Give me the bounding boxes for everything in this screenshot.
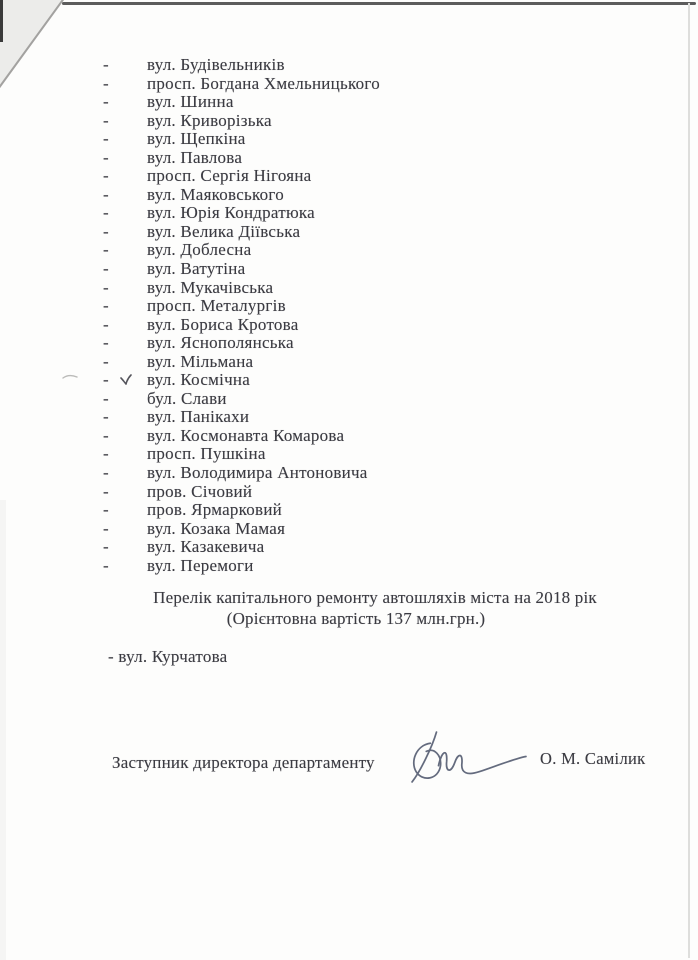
bullet-dash: - [103,240,109,260]
scan-corner-artifact [0,0,3,42]
street-list-item [103,427,380,446]
bullet-dash: - [103,463,109,483]
street-name: вул. Юрія Кондратюка [147,203,315,223]
street-list-item [103,390,380,409]
street-name: вул. Мільмана [147,351,254,371]
signatory-role: Заступник директора департаменту [112,753,375,772]
street-name: просп. Металургів [147,296,286,316]
bullet-dash: - [103,166,109,186]
street-list-item [103,557,380,576]
bullet-dash: - [103,221,109,241]
street-name: вул. Володимира Антоновича [147,463,368,483]
bullet-dash: - [103,444,109,464]
street-list-item [103,93,380,112]
street-name: вул. Яснополянська [147,333,294,353]
street-list-item [103,130,380,149]
street-list-item [103,167,380,186]
street-name: вул. Космічна [147,370,251,390]
bullet-dash: - [103,314,109,334]
street-list-item [103,483,380,502]
bullet-dash: - [103,259,109,279]
bullet-dash: - [103,333,109,353]
bullet-dash: - [103,55,109,74]
street-name: вул. Криворізька [147,110,272,130]
street-list-item [103,112,380,131]
street-name: вул. Ватутіна [147,259,246,279]
document-title-line-1: Перелік капітального ремонту автошляхів міста на 2018 рік [153,588,597,607]
bullet-dash: - [103,277,109,297]
bullet-dash: - [103,537,109,557]
street-name: вул. Велика Діївська [147,221,301,241]
bullet-dash: - [103,203,109,223]
street-list-item [103,520,380,539]
scan-right-edge-line [688,3,690,958]
street-name: пров. Ярмарковий [147,500,283,520]
street-name: вул. Доблесна [147,240,252,260]
bullet-dash: - [103,481,109,501]
bullet-dash: - [103,351,109,371]
street-list-item [103,353,380,372]
street-name: вул. Панікахи [147,407,250,427]
street-list-item [103,241,380,260]
street-name: просп. Богдана Хмельницького [147,73,380,93]
street-name: вул. Павлова [147,147,243,167]
street-name: вул. Маяковського [147,184,284,204]
street-name: вул. Перемоги [147,555,254,575]
street-list-item [103,186,380,205]
document-title-line-2: (Орієнтовна вартість 137 млн.грн.) [226,609,486,628]
pen-tick-mark [62,373,78,381]
street-list-item [103,149,380,168]
street-list-item [103,316,380,335]
bullet-dash: - [103,110,109,130]
bullet-dash: - [103,555,109,575]
street-list-item [103,279,380,298]
bullet-dash: - [103,73,109,93]
street-name: вул. Шинна [147,92,234,112]
street-list-item [103,371,380,390]
street-name: вул. Будівельників [147,55,285,74]
street-list-item [103,297,380,316]
street-list-item [103,75,380,94]
street-list-item [103,538,380,557]
street-item-kurchatova: - вул. Курчатова [108,647,228,666]
street-list-item [103,204,380,223]
bullet-dash: - [103,129,109,149]
bullet-dash: - [103,518,109,538]
street-list-item [103,408,380,427]
bullet-dash: - [103,147,109,167]
street-name: вул. Козака Мамая [147,518,286,538]
street-name: вул. Бориса Кротова [147,314,299,334]
bullet-dash: - [103,184,109,204]
street-name: просп. Пушкіна [147,444,266,464]
bullet-dash: - [103,92,109,112]
scan-top-edge-line [62,2,696,5]
handwritten-signature [408,728,530,786]
bullet-dash: - [103,388,109,408]
bullet-dash: - [103,370,109,390]
bullet-dash: - [103,296,109,316]
scan-left-shading [0,500,6,960]
bullet-dash: - [103,500,109,520]
street-list-item [103,445,380,464]
street-name: пров. Січовий [147,481,253,501]
bullet-dash: - [103,425,109,445]
street-name: вул. Космонавта Комарова [147,425,345,445]
street-name: бул. Слави [147,388,227,408]
street-list-item [103,501,380,520]
street-name: просп. Сергія Нігояна [147,166,312,186]
street-name: вул. Мукачівська [147,277,274,297]
street-list-item [103,56,380,75]
street-list [103,56,380,575]
street-list-item [103,464,380,483]
street-list-item [103,334,380,353]
street-list-item [103,223,380,242]
signatory-name: О. М. Самілик [540,749,646,768]
street-name: вул. Казакевича [147,537,265,557]
bullet-dash: - [103,407,109,427]
pen-check-mark [119,374,132,386]
street-name: вул. Щепкіна [147,129,246,149]
street-list-item [103,260,380,279]
